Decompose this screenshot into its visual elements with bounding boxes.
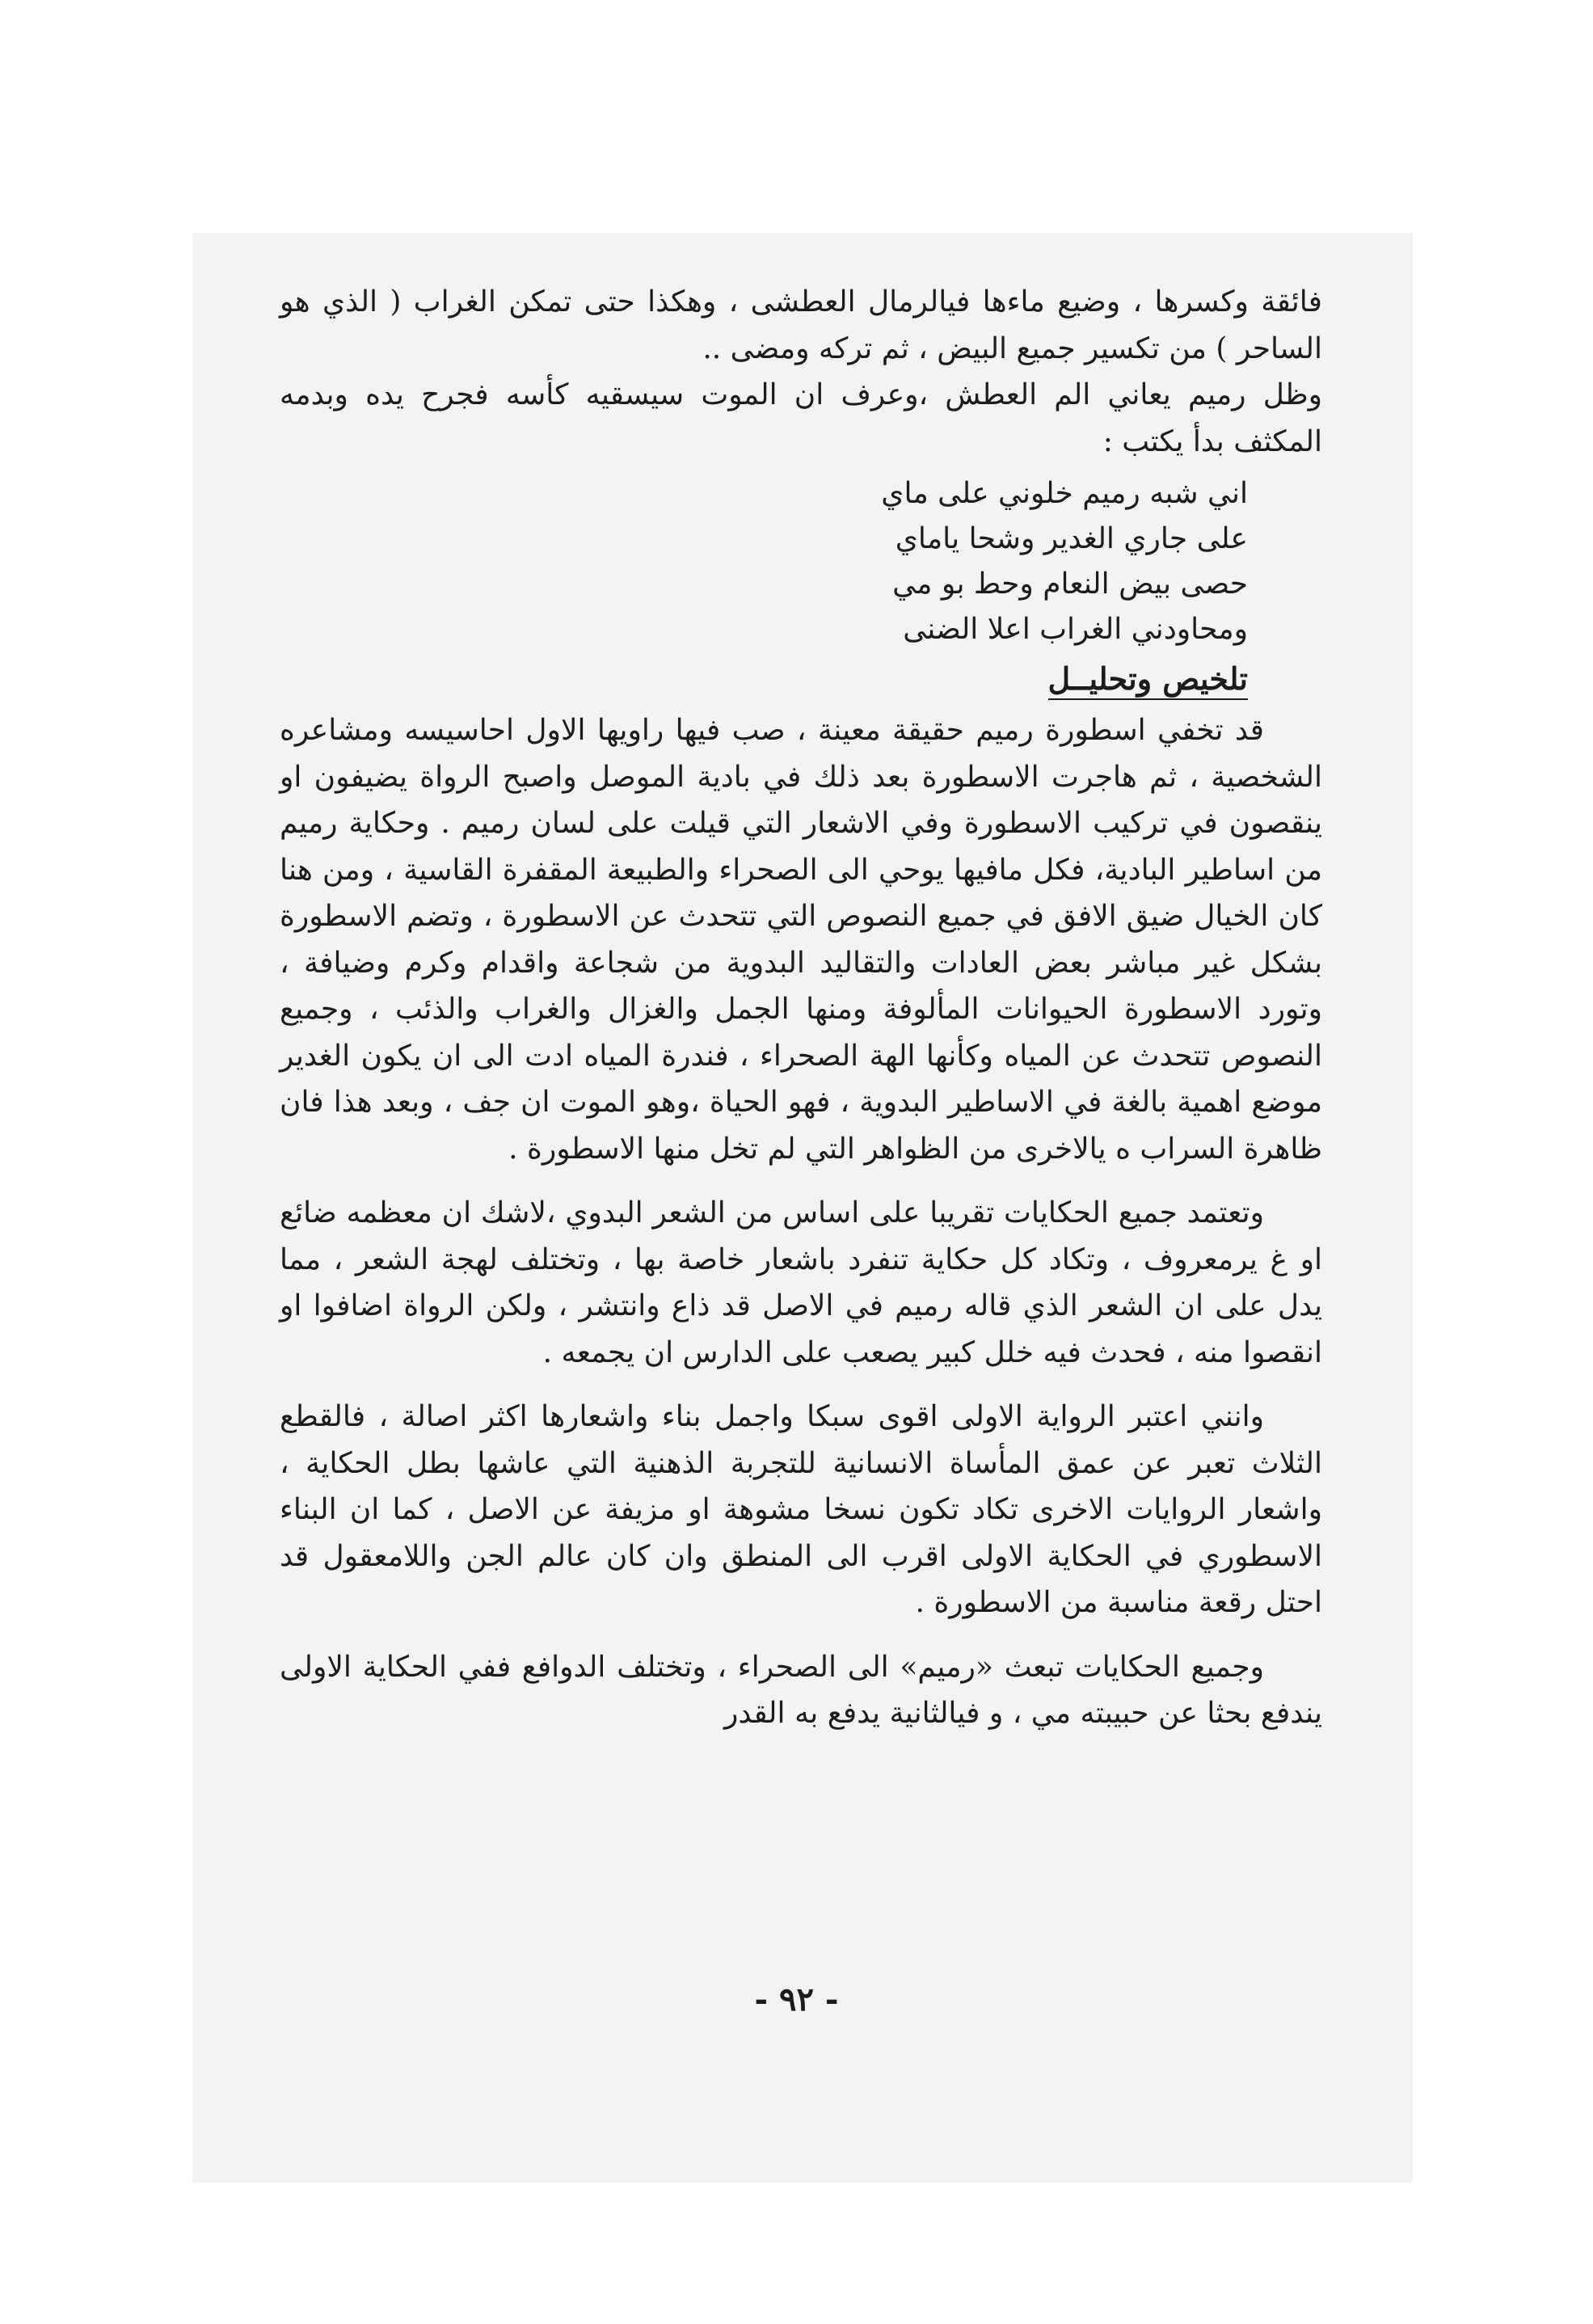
poem-verse — [280, 471, 1322, 652]
verse-line: ومحاودني الغراب اعلا الضنى — [903, 613, 1248, 646]
paragraph: وجميع الحكايات تبعث «رميم» الى الصحراء ، وتختلف الدوافع ففي الحكاية الاولى يندفع بحثا عن حبيبته مي ، و فيالثانية يدفع به القدر — [280, 1650, 1322, 1730]
paragraph: وانني اعتبر الرواية الاولى اقوى سبكا واجمل بناء واشعارها اكثر اصالة ، فالقطع الثلاث تعبر عن عمق المأساة الانسانية للتجربة الذهنية التي عاشها بطل الحكاية ، واشعار الروايات الاخرى تكاد تكون نسخا مشوهة او مزيفة عن الاصل ، كما ان البناء الاسطوري في الحكاية الاولى اقرب الى المنطق وان كان عالم الجن واللامعقول قد احتل رقعة مناسبة من الاسطورة . — [280, 1400, 1322, 1619]
paragraph: وظل رميم يعاني الم العطش ،وعرف ان الموت سيسقيه كأسه فجرح يده وبدمه المكثف بدأ يكتب : — [280, 378, 1322, 458]
paragraph: قد تخفي اسطورة رميم حقيقة معينة ، صب فيها راويها الاول احاسيسه ومشاعره الشخصية ، ثم هاجرت الاسطورة بعد ذلك في بادية الموصل واصبح الرواة يضيفون او ينقصون في تركيب الاسطورة وفي الاشعار التي قيلت على لسان رميم . وحكاية رميم من اساطير البادية، فكل مافيها يوحي الى الصحراء والطبيعة المقفرة القاسية ، ومن هنا كان الخيال ضيق الافق في جميع النصوص التي تتحدث عن الاسطورة ، وتضم الاسطورة بشكل غير مباشر بعض العادات والتقاليد البدوية من شجاعة واقدام وكرم وضيافة ، وتورد الاسطورة الحيوانات المألوفة ومنها الجمل والغزال والغراب والذئب ، وجميع النصوص تتحدث عن المياه وكأنها الهة الصحراء ، فندرة المياه ادت الى ان يكون الغدير موضع اهمية بالغة في الاساطير البدوية ، فهو الحياة ،وهو الموت ان جف ، وبعد هذا فان ظاهرة السراب ه يالاخرى من الظواهر التي لم تخل منها الاسطورة . — [280, 714, 1322, 1166]
page-number: - ٩٢ - — [754, 1980, 839, 2018]
section-heading — [280, 656, 1322, 702]
verse-line: حصى بيض النعام وحط بو مي — [892, 567, 1248, 601]
verse-line: على جاري الغدير وشحا ياماي — [895, 522, 1248, 555]
verse-line: اني شبه رميم خلوني على ماي — [881, 477, 1248, 510]
paragraph: فائقة وكسرها ، وضيع ماءها فيالرمال العطشى ، وهكذا حتى تمكن الغراب ( الذي هو الساحر ) من تكسير جميع البيض ، ثم تركه ومضى .. — [280, 285, 1322, 365]
paragraph: وتعتمد جميع الحكايات تقريبا على اساس من الشعر البدوي ،لاشك ان معظمه ضائع او غ يرمعروف ، وتكاد كل حكاية تنفرد باشعار خاصة بها ، وتختلف لهجة الشعر ، مما يدل على ان الشعر الذي قاله رميم في الاصل قد ذاع وانتشر ، ولكن الرواة اضافوا او انقصوا منه ، فحدث فيه خلل كبير يصعب على الدارس ان يجمعه . — [280, 1196, 1322, 1369]
text-block — [280, 279, 1322, 1737]
section-heading-text: تلخيص وتحليــل — [1048, 660, 1248, 700]
